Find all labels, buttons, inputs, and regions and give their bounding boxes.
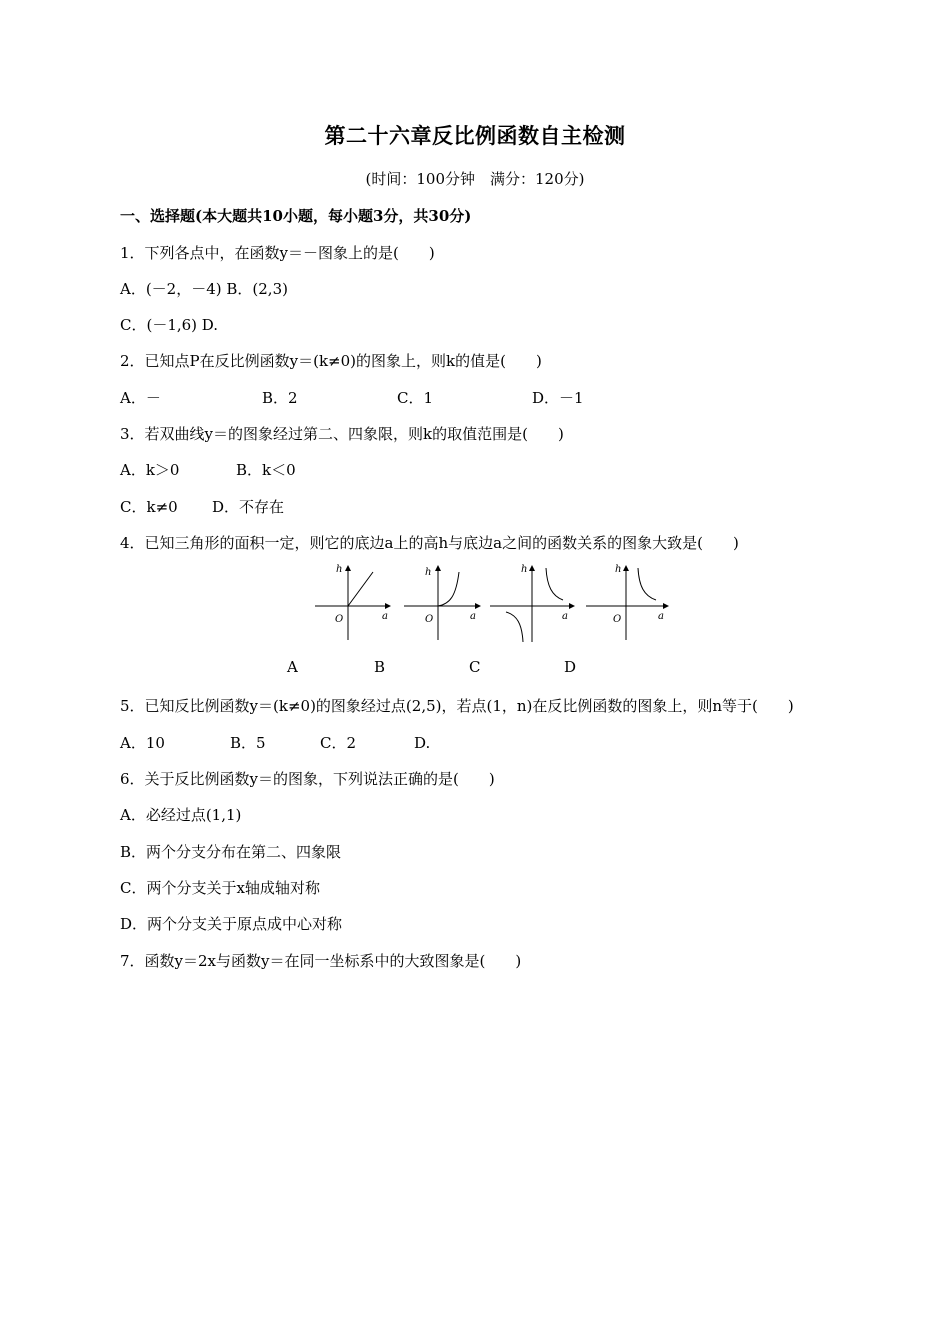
q3-option-b: B．k＜0 <box>236 461 296 479</box>
q5-option-b: B．5 <box>230 734 266 752</box>
graph-c-h-label: h <box>521 564 528 575</box>
q2-option-d: D．－1 <box>532 389 584 407</box>
graph-d-origin: O <box>613 614 622 625</box>
graph-d <box>586 564 668 640</box>
question-2: 2．已知点P在反比例函数y＝(k≠0)的图象上，则k的值是( ) <box>120 352 542 370</box>
q3-option-a: A．k＞0 <box>120 461 180 479</box>
q3-option-d: D．不存在 <box>212 498 285 516</box>
question-7: 7．函数y＝2x与函数y＝在同一坐标系中的大致图象是( ) <box>120 952 522 970</box>
graph-c-caption: C <box>469 658 481 676</box>
graph-b <box>404 566 480 640</box>
question-3-options-ab <box>120 459 296 480</box>
graph-d-a-label: a <box>658 611 664 622</box>
question-1-options-cd: C．(－1,6) D. <box>120 316 219 334</box>
q6-option-c: C．两个分支关于x轴成轴对称 <box>120 879 320 897</box>
graph-b-caption: B <box>374 658 386 676</box>
graph-b-origin: O <box>425 614 434 625</box>
q6-option-a: A．必经过点(1,1) <box>120 806 242 824</box>
q3-option-c: C．k≠0 <box>120 498 178 516</box>
question-5: 5．已知反比例函数y＝(k≠0)的图象经过点(2,5)，若点(1，n)在反比例函数的图象上，则n等于( ) <box>120 697 794 715</box>
function-graphs-figure <box>310 560 680 650</box>
graph-c-a-label: a <box>562 611 568 622</box>
q2-option-c: C．1 <box>397 389 434 407</box>
section-heading: 一、选择题(本大题共10小题，每小题3分，共30分) <box>120 207 472 225</box>
question-1: 1．下列各点中，在函数y＝－图象上的是( ) <box>120 244 435 262</box>
q2-option-b: B．2 <box>262 389 298 407</box>
graph-a-caption: A <box>287 658 298 676</box>
graph-a <box>315 564 390 640</box>
graph-b-a-label: a <box>470 611 476 622</box>
question-5-options <box>120 732 430 753</box>
page-title: 第二十六章反比例函数自主检测 <box>324 123 626 148</box>
q5-option-d: D. <box>414 734 431 752</box>
graph-d-h-label: h <box>615 564 622 575</box>
question-6: 6．关于反比例函数y＝的图象，下列说法正确的是( ) <box>120 770 495 788</box>
q2-option-a: A．－ <box>120 389 161 407</box>
question-3: 3．若双曲线y＝的图象经过第二、四象限，则k的取值范围是( ) <box>120 425 564 443</box>
q5-option-a: A．10 <box>120 734 165 752</box>
graph-a-h-label: h <box>336 564 343 575</box>
graph-d-caption: D <box>564 658 577 676</box>
graph-b-h-label: h <box>425 567 432 578</box>
question-2-options <box>120 387 584 408</box>
exam-info: (时间：100分钟 满分：120分) <box>365 170 585 188</box>
q6-option-b: B．两个分支分布在第二、四象限 <box>120 843 342 861</box>
question-4: 4．已知三角形的面积一定，则它的底边a上的高h与底边a之间的函数关系的图象大致是( ) <box>120 534 739 552</box>
graph-a-origin: O <box>335 614 344 625</box>
graph-a-a-label: a <box>382 611 388 622</box>
q5-option-c: C．2 <box>320 734 357 752</box>
graph-c <box>490 564 574 642</box>
q6-option-d: D．两个分支关于原点成中心对称 <box>120 915 343 933</box>
question-3-options-cd <box>120 496 284 517</box>
question-1-options-ab: A．(－2，－4) B．(2,3) <box>120 280 288 298</box>
